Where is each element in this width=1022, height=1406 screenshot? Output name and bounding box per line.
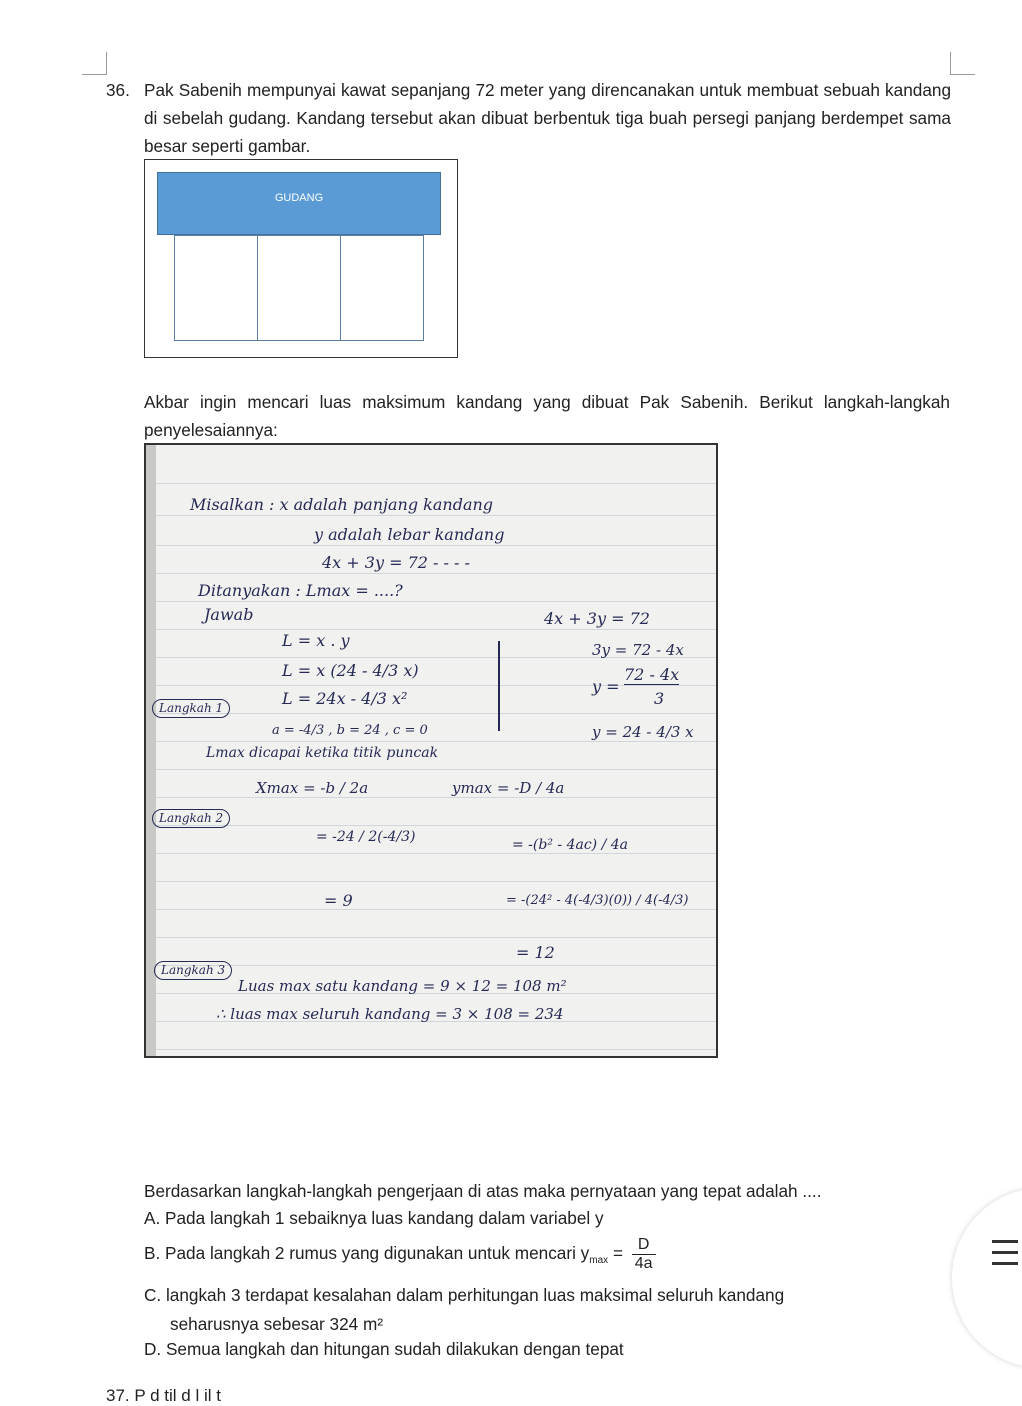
hw-ditanya: Ditanyakan : Lmax = ....? — [198, 581, 403, 600]
kandang-pen-3 — [340, 235, 424, 341]
option-d[interactable] — [144, 1335, 624, 1363]
ruled-line — [156, 853, 716, 854]
crop-mark-top-right — [950, 52, 975, 75]
hw-x-res: = 9 — [324, 891, 353, 910]
ruled-line — [156, 629, 716, 630]
hw-l1: L = x . y — [282, 631, 350, 650]
option-d-text: Semua langkah dan hitungan sudah dilakukan dengan tepat — [165, 1339, 624, 1359]
next-question-partial: 37. P d til d l il t — [106, 1386, 221, 1405]
option-a-label: A. — [144, 1208, 161, 1228]
option-c-text-line2: seharusnya sebesar 324 m² — [170, 1314, 384, 1334]
ruled-line — [156, 601, 716, 602]
hw-r3-den: 3 — [654, 689, 665, 708]
hw-luas1: Luas max satu kandang = 9 × 12 = 108 m² — [238, 977, 567, 995]
option-c[interactable] — [144, 1281, 784, 1338]
option-b-subscript: max — [589, 1255, 609, 1267]
ruled-line — [156, 741, 716, 742]
question-text: Pak Sabenih mempunyai kawat sepanjang 72 meter yang direncanakan untuk membuat sebuah kandang di sebelah gudang. Kandang tersebut akan dibuat berbentuk tiga buah persegi panjang berdempet sama besar seperti gambar. — [144, 80, 951, 156]
hw-misalkan: Misalkan : x adalah panjang kandang — [190, 495, 494, 514]
option-d-label: D. — [144, 1339, 162, 1359]
ruled-line — [156, 909, 716, 910]
intro-paragraph: Akbar ingin mencari luas maksimum kandang yang dibuat Pak Sabenih. Berikut langkah-langkah penyelesaiannya: — [144, 392, 950, 440]
hw-r3-lhs: y = — [592, 677, 620, 696]
hw-vertical-bar — [498, 641, 500, 731]
hw-r1: 4x + 3y = 72 — [544, 609, 650, 628]
question-number: 36. — [106, 80, 130, 100]
kandang-pen-1 — [174, 235, 258, 341]
hw-ymax: ymax = -D / 4a — [452, 779, 565, 797]
gudang-box: GUDANG — [157, 172, 441, 235]
ruled-line — [156, 769, 716, 770]
floating-menu-button[interactable] — [952, 1188, 1022, 1368]
option-b-numerator: D — [632, 1236, 656, 1255]
ruled-line — [156, 825, 716, 826]
langkah-3-badge: Langkah 3 — [154, 961, 232, 980]
question-prompt: Berdasarkan langkah-langkah pengerjaan di atas maka pernyataan yang tepat adalah .... — [144, 1181, 822, 1201]
option-b-fraction — [632, 1236, 656, 1273]
hw-y-sub1: = -(b² - 4ac) / 4a — [512, 837, 629, 853]
option-b-text: Pada langkah 2 rumus yang digunakan untuk mencari y — [165, 1243, 590, 1264]
ruled-line — [156, 797, 716, 798]
hw-luas2: ∴ luas max seluruh kandang = 3 × 108 = 234 — [216, 1005, 564, 1023]
hw-l4: a = -4/3 , b = 24 , c = 0 — [272, 723, 428, 738]
notebook-margin — [146, 445, 156, 1056]
ruled-line — [156, 965, 716, 966]
hw-x-sub: = -24 / 2(-4/3) — [316, 829, 416, 845]
option-a[interactable] — [144, 1204, 604, 1232]
ruled-line — [156, 713, 716, 714]
option-c-text: langkah 3 terdapat kesalahan dalam perhitungan luas maksimal seluruh kandang — [165, 1285, 785, 1305]
ruled-line — [156, 545, 716, 546]
ruled-line — [156, 937, 716, 938]
ruled-line — [156, 1049, 716, 1050]
ruled-line — [156, 483, 716, 484]
hw-l2: L = x (24 - 4/3 x) — [282, 661, 419, 680]
ruled-line — [156, 881, 716, 882]
hw-r2: 3y = 72 - 4x — [592, 641, 684, 659]
hw-y-sub2: = -(24² - 4(-4/3)(0)) / 4(-4/3) — [506, 893, 689, 908]
option-b-denominator: 4a — [634, 1255, 653, 1272]
hw-equation: 4x + 3y = 72 - - - - — [322, 553, 470, 572]
langkah-2-badge: Langkah 2 — [152, 809, 230, 828]
hw-r3-num: 72 - 4x — [624, 665, 680, 684]
option-b-equals: = — [608, 1243, 628, 1264]
hw-y-res: = 12 — [516, 943, 555, 962]
ruled-line — [156, 685, 716, 686]
kandang-figure — [144, 159, 458, 358]
menu-icon[interactable] — [992, 1238, 1018, 1268]
handwritten-solution-photo — [144, 443, 718, 1058]
hw-jawab: Jawab — [204, 605, 254, 624]
question-36 — [106, 76, 951, 160]
ruled-line — [156, 573, 716, 574]
hw-y-lebar: y adalah lebar kandang — [314, 525, 505, 544]
langkah-1-badge: Langkah 1 — [152, 699, 230, 718]
option-a-text: Pada langkah 1 sebaiknya luas kandang dalam variabel y — [165, 1208, 604, 1228]
hw-l3: L = 24x - 4/3 x² — [282, 689, 408, 708]
kandang-pen-2 — [257, 235, 341, 341]
option-c-label: C. — [144, 1285, 162, 1305]
hw-xmax: Xmax = -b / 2a — [256, 779, 369, 797]
crop-mark-top-left — [82, 52, 107, 75]
option-b-label: B. — [144, 1243, 161, 1264]
option-b[interactable] — [144, 1236, 656, 1275]
hw-r4: y = 24 - 4/3 x — [592, 723, 694, 741]
hw-lmax: Lmax dicapai ketika titik puncak — [206, 745, 439, 761]
ruled-line — [156, 515, 716, 516]
